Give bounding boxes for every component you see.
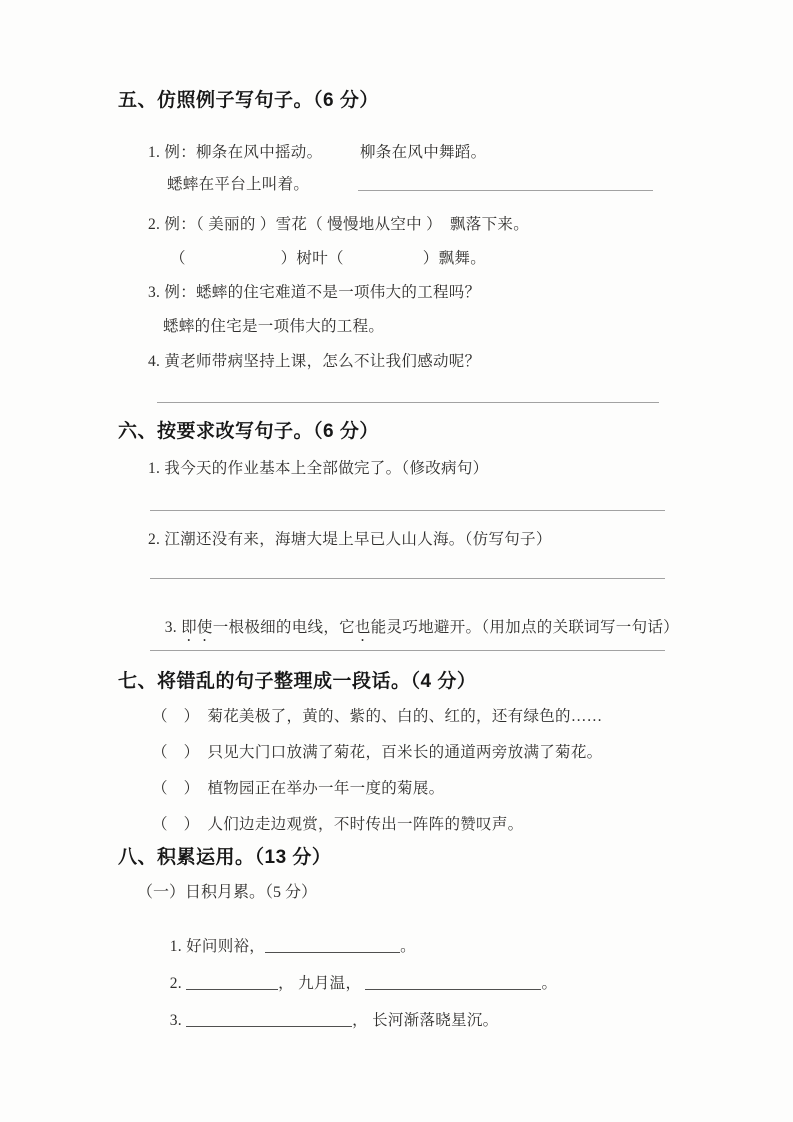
s5-item1-model: 柳条在风中舞蹈。	[360, 144, 487, 161]
section-7-heading: 七、将错乱的句子整理成一段话。（4 分）	[118, 671, 477, 692]
s8-item3	[153, 991, 499, 1051]
section-8-heading: 八、积累运用。（13 分）	[118, 847, 332, 868]
blank-line	[265, 939, 400, 953]
s6-item2-text: 2. 江潮还没有来，海塘大堤上早已人山人海。（仿写句子）	[148, 531, 552, 548]
s5-item4-text: 4. 黄老师带病坚持上课，怎么不让我们感动呢？	[148, 353, 481, 370]
s8-item2-post: 。	[541, 975, 558, 992]
s6-item3-dotted-word: 也	[354, 619, 371, 636]
section-8-subheading: （一）日积月累。（5 分）	[137, 884, 318, 901]
s5-item3-example: 3. 例：蟋蟀的住宅难道不是一项伟大的工程吗？	[148, 284, 481, 301]
s6-item1-text: 1. 我今天的作业基本上全部做完了。（修改病句）	[148, 460, 489, 477]
answer-line	[157, 402, 659, 403]
s8-item3-pre: 3.	[169, 1012, 187, 1029]
s7-sentence-item: （ ） 只见大门口放满了菊花，百米长的通道两旁放满了菊花。	[152, 744, 603, 761]
s6-item3-tail: 能灵巧地避开。（用加点的关联词写一句话）	[370, 619, 679, 636]
answer-line	[150, 510, 665, 511]
s5-item1-example: 1. 例：柳条在风中摇动。	[148, 144, 323, 161]
blank-line	[365, 976, 541, 990]
s7-sentence-item: （ ） 人们边走边观赏，不时传出一阵阵的赞叹声。	[152, 816, 524, 833]
s8-item1-post: 。	[400, 938, 416, 955]
s6-item3-prefix: 3.	[164, 619, 182, 636]
s8-item2-pre: 2.	[169, 975, 187, 992]
s6-item3-middle: 一根极细的电线，它	[212, 619, 355, 636]
blank-line	[186, 976, 278, 990]
answer-line	[150, 650, 665, 651]
s5-item1-prompt: 蟋蟀在平台上叫着。	[167, 176, 310, 193]
s5-item2-example: 2. 例：（ 美丽的 ）雪花（ 慢慢地从空中 ） 飘落下来。	[148, 216, 530, 233]
s5-item2-exercise: （ ）树叶（ ）飘舞。	[170, 250, 487, 267]
s7-sentence-item: （ ） 菊花美极了，黄的、紫的、白的、红的，还有绿色的……	[152, 708, 603, 725]
s5-item3-rewrite: 蟋蟀的住宅是一项伟大的工程。	[163, 318, 385, 335]
s7-sentence-item: （ ） 植物园正在举办一年一度的菊展。	[152, 780, 445, 797]
answer-line	[358, 190, 653, 191]
section-5-heading: 五、仿照例子写句子。（6 分）	[118, 90, 379, 111]
s8-item3-post: ， 长河渐落晓星沉。	[352, 1012, 499, 1029]
answer-line	[150, 578, 665, 579]
section-6-heading: 六、按要求改写句子。（6 分）	[118, 421, 379, 442]
s6-item3-dotted-word: 即使	[181, 619, 213, 636]
s6-item3-text	[148, 598, 679, 665]
s8-item1-pre: 1. 好问则裕，	[169, 938, 266, 955]
s8-item2-mid: ， 九月温，	[278, 975, 366, 992]
blank-line	[186, 1013, 352, 1027]
